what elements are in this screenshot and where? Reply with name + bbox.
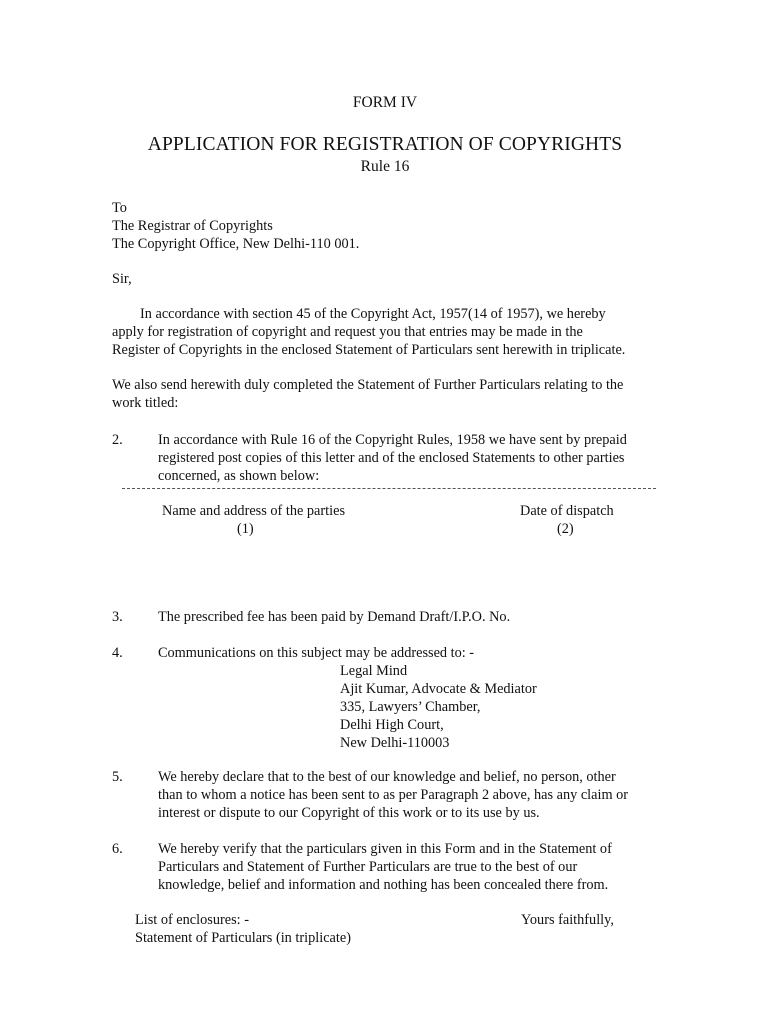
item-6-number: 6. [112,841,123,857]
contact-line: Legal Mind [340,663,408,679]
dispatch-date-column-number: (2) [557,521,574,537]
item-5-line: than to whom a notice has been sent to as per Paragraph 2 above, has any claim or [158,787,629,803]
contact-line: New Delhi-110003 [340,735,450,751]
intro-line: Register of Copyrights in the enclosed Statement of Particulars sent herewith in triplicate. [112,342,626,358]
enclosure-item: Statement of Particulars (in triplicate) [135,930,351,946]
item-5-line: We hereby declare that to the best of our knowledge and belief, no person, other [158,769,616,785]
item-6-line: We hereby verify that the particulars given in this Form and in the Statement of [158,841,612,857]
contact-line: Ajit Kumar, Advocate & Mediator [340,681,537,697]
parties-column-number: (1) [237,521,254,537]
addressee-office: The Copyright Office, New Delhi-110 001. [112,236,360,252]
intro-paragraph [112,305,662,359]
item-4-text: Communications on this subject may be addressed to: - [158,645,475,661]
closing-yours-faithfully: Yours faithfully, [521,912,614,928]
item-3-text: The prescribed fee has been paid by Demand Draft/I.P.O. No. [158,609,511,625]
item-6-line: Particulars and Statement of Further Particulars are true to the best of our [158,859,578,875]
addressee-block [112,199,359,253]
contact-address-block [340,662,537,752]
further-line: work titled: [112,395,179,411]
dispatch-date-column-header: Date of dispatch [520,503,614,519]
item-2-number: 2. [112,432,123,448]
intro-line: In accordance with section 45 of the Copyright Act, 1957(14 of 1957), we hereby [140,306,606,322]
item-2-line: registered post copies of this letter and of the enclosed Statements to other parties [158,450,625,466]
item-3-number: 3. [112,609,123,625]
item-2-line: concerned, as shown below: [158,468,320,484]
item-2-text [158,431,627,485]
parties-column-header: Name and address of the parties [162,503,346,519]
contact-line: 335, Lawyers’ Chamber, [340,699,481,715]
intro-line: apply for registration of copyright and request you that entries may be made in the [112,324,583,340]
form-title: APPLICATION FOR REGISTRATION OF COPYRIGHTS [147,134,623,155]
addressee-to: To [112,200,127,216]
further-particulars-paragraph [112,376,662,412]
enclosures-label: List of enclosures: - [135,912,249,928]
form-number: FORM IV [352,94,418,111]
addressee-registrar: The Registrar of Copyrights [112,218,273,234]
dashed-divider [122,488,656,489]
item-6-line: knowledge, belief and information and nothing has been concealed there from. [158,877,609,893]
item-6-text [158,840,612,894]
salutation: Sir, [112,271,132,287]
item-5-line: interest or dispute to our Copyright of this work or to its use by us. [158,805,540,821]
contact-line: Delhi High Court, [340,717,444,733]
rule-reference: Rule 16 [360,158,410,175]
further-line: We also send herewith duly completed the Statement of Further Particulars relating to the [112,377,624,393]
item-2-line: In accordance with Rule 16 of the Copyright Rules, 1958 we have sent by prepaid [158,432,627,448]
item-5-text [158,768,628,822]
item-5-number: 5. [112,769,123,785]
item-4-number: 4. [112,645,123,661]
